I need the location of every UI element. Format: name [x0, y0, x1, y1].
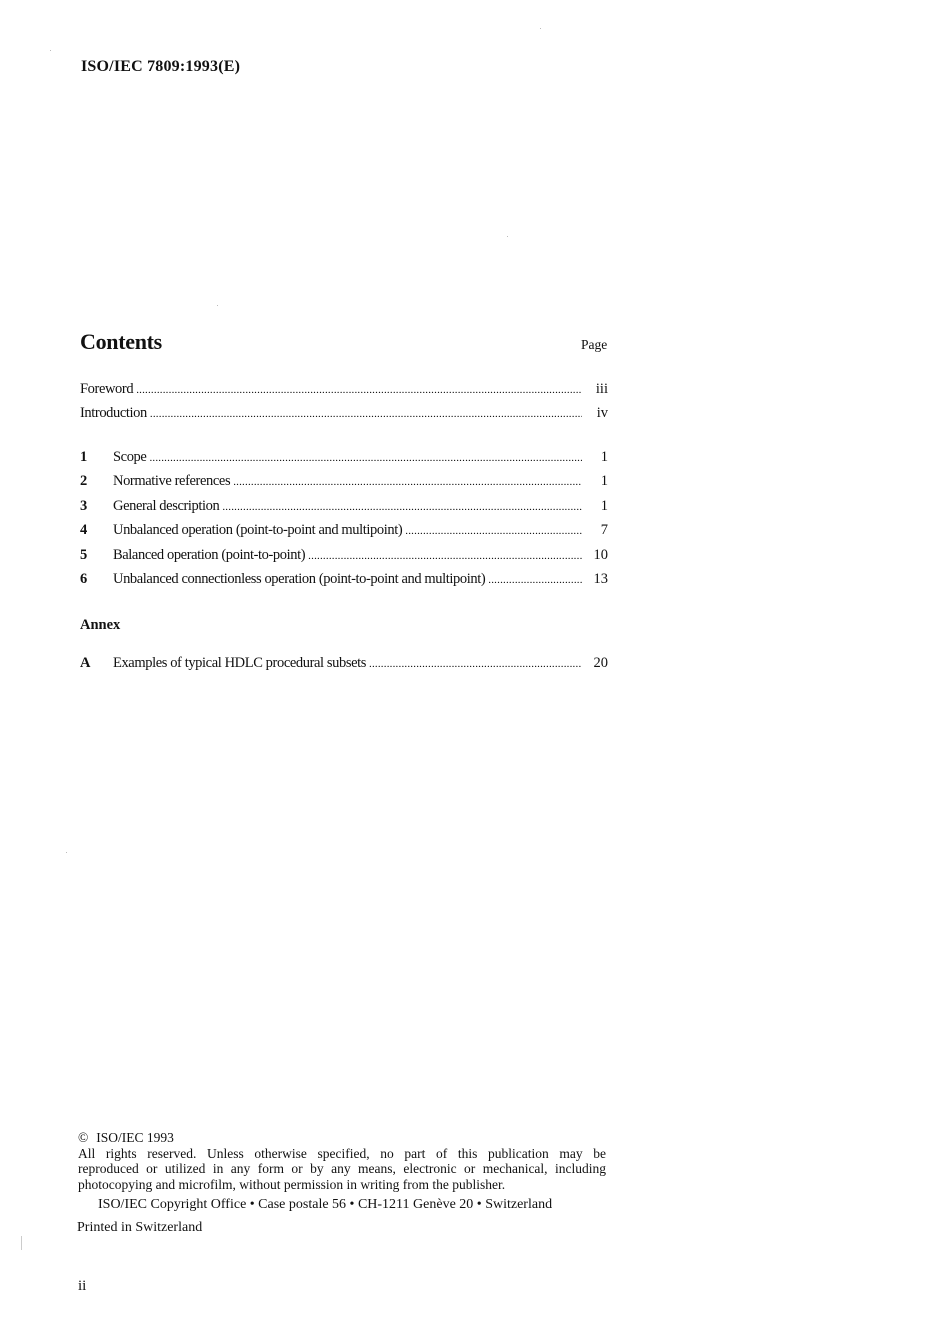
- toc-entry-label: Introduction: [80, 405, 147, 421]
- dot-leader: [136, 384, 582, 396]
- toc-entry-foreword[interactable]: [80, 381, 608, 403]
- page-column-label: Page: [581, 337, 608, 352]
- printed-in-note: Printed in Switzerland: [77, 1220, 203, 1235]
- scan-speck: [540, 28, 541, 29]
- contents-title: Contents: [80, 329, 162, 354]
- toc-entry-number: 6: [80, 571, 88, 587]
- dot-leader: [233, 476, 582, 488]
- toc-entry-number: 1: [80, 449, 88, 465]
- rights-line-1: All rights reserved. Unless otherwise specified, no part of this publication may be: [78, 1145, 606, 1161]
- dot-leader: [405, 525, 582, 537]
- toc-entry-label: Foreword: [80, 381, 134, 397]
- dot-leader: [308, 550, 582, 562]
- toc-entry-page: 1: [600, 473, 608, 489]
- toc-entry-clause-2[interactable]: [80, 473, 608, 495]
- dot-leader: [369, 658, 582, 670]
- toc-entry-clause-4[interactable]: [80, 522, 608, 544]
- toc-entry-number: 3: [80, 498, 88, 514]
- toc-entry-page: 20: [593, 655, 608, 671]
- toc-entry-label: Unbalanced operation (point-to-point and multipoint): [113, 522, 403, 538]
- toc-entry-label: Scope: [113, 449, 147, 465]
- toc-entry-number: 5: [80, 547, 88, 563]
- scan-speck: [66, 852, 67, 853]
- toc-entry-page: 1: [600, 498, 608, 514]
- toc-entry-clause-1[interactable]: [80, 449, 608, 471]
- document-id-header: ISO/IEC 7809:1993(E): [81, 58, 241, 75]
- dot-leader: [150, 408, 582, 420]
- toc-entry-clause-6[interactable]: [80, 571, 608, 593]
- toc-entry-page: iii: [595, 381, 608, 397]
- scan-speck: [507, 236, 508, 237]
- rights-line-3: photocopying and microfilm, without permission in writing from the publisher.: [78, 1176, 506, 1192]
- copyright-holder-line: [78, 1130, 606, 1146]
- toc-entry-label: Unbalanced connectionless operation (point-to-point and multipoint): [113, 571, 486, 587]
- dot-leader: [222, 501, 582, 513]
- scan-speck: [217, 305, 218, 306]
- toc-entry-page: iv: [596, 405, 608, 421]
- toc-entry-number: A: [80, 655, 91, 671]
- toc-entry-label: Balanced operation (point-to-point): [113, 547, 306, 563]
- toc-entry-clause-5[interactable]: [80, 547, 608, 569]
- dot-leader: [488, 574, 582, 586]
- copyright-icon: ©: [78, 1130, 89, 1145]
- toc-entry-label: Examples of typical HDLC procedural subsets: [113, 655, 366, 671]
- page-number: ii: [78, 1278, 87, 1294]
- scan-speck: [50, 50, 51, 51]
- dot-leader: [149, 452, 582, 464]
- scan-speck: [21, 1236, 22, 1250]
- toc-entry-annex-a[interactable]: [80, 655, 608, 677]
- toc-entry-page: 1: [600, 449, 608, 465]
- toc-entry-label: Normative references: [113, 473, 231, 489]
- copyright-office-address: ISO/IEC Copyright Office • Case postale 56 • CH-1211 Genève 20 • Switzerland: [98, 1197, 553, 1212]
- copyright-block: [78, 1130, 606, 1192]
- toc-entry-label: General description: [113, 498, 220, 514]
- toc-entry-page: 7: [600, 522, 608, 538]
- toc-entry-page: 13: [593, 571, 608, 587]
- annex-heading: Annex: [80, 617, 121, 633]
- toc-entry-clause-3[interactable]: [80, 498, 608, 520]
- copyright-holder: ISO/IEC 1993: [96, 1130, 174, 1145]
- toc-entry-page: 10: [593, 547, 608, 563]
- rights-line-2: reproduced or utilized in any form or by any means, electronic or mechanical, including: [78, 1161, 606, 1176]
- toc-entry-introduction[interactable]: [80, 405, 608, 427]
- toc-entry-number: 2: [80, 473, 88, 489]
- toc-entry-number: 4: [80, 522, 88, 538]
